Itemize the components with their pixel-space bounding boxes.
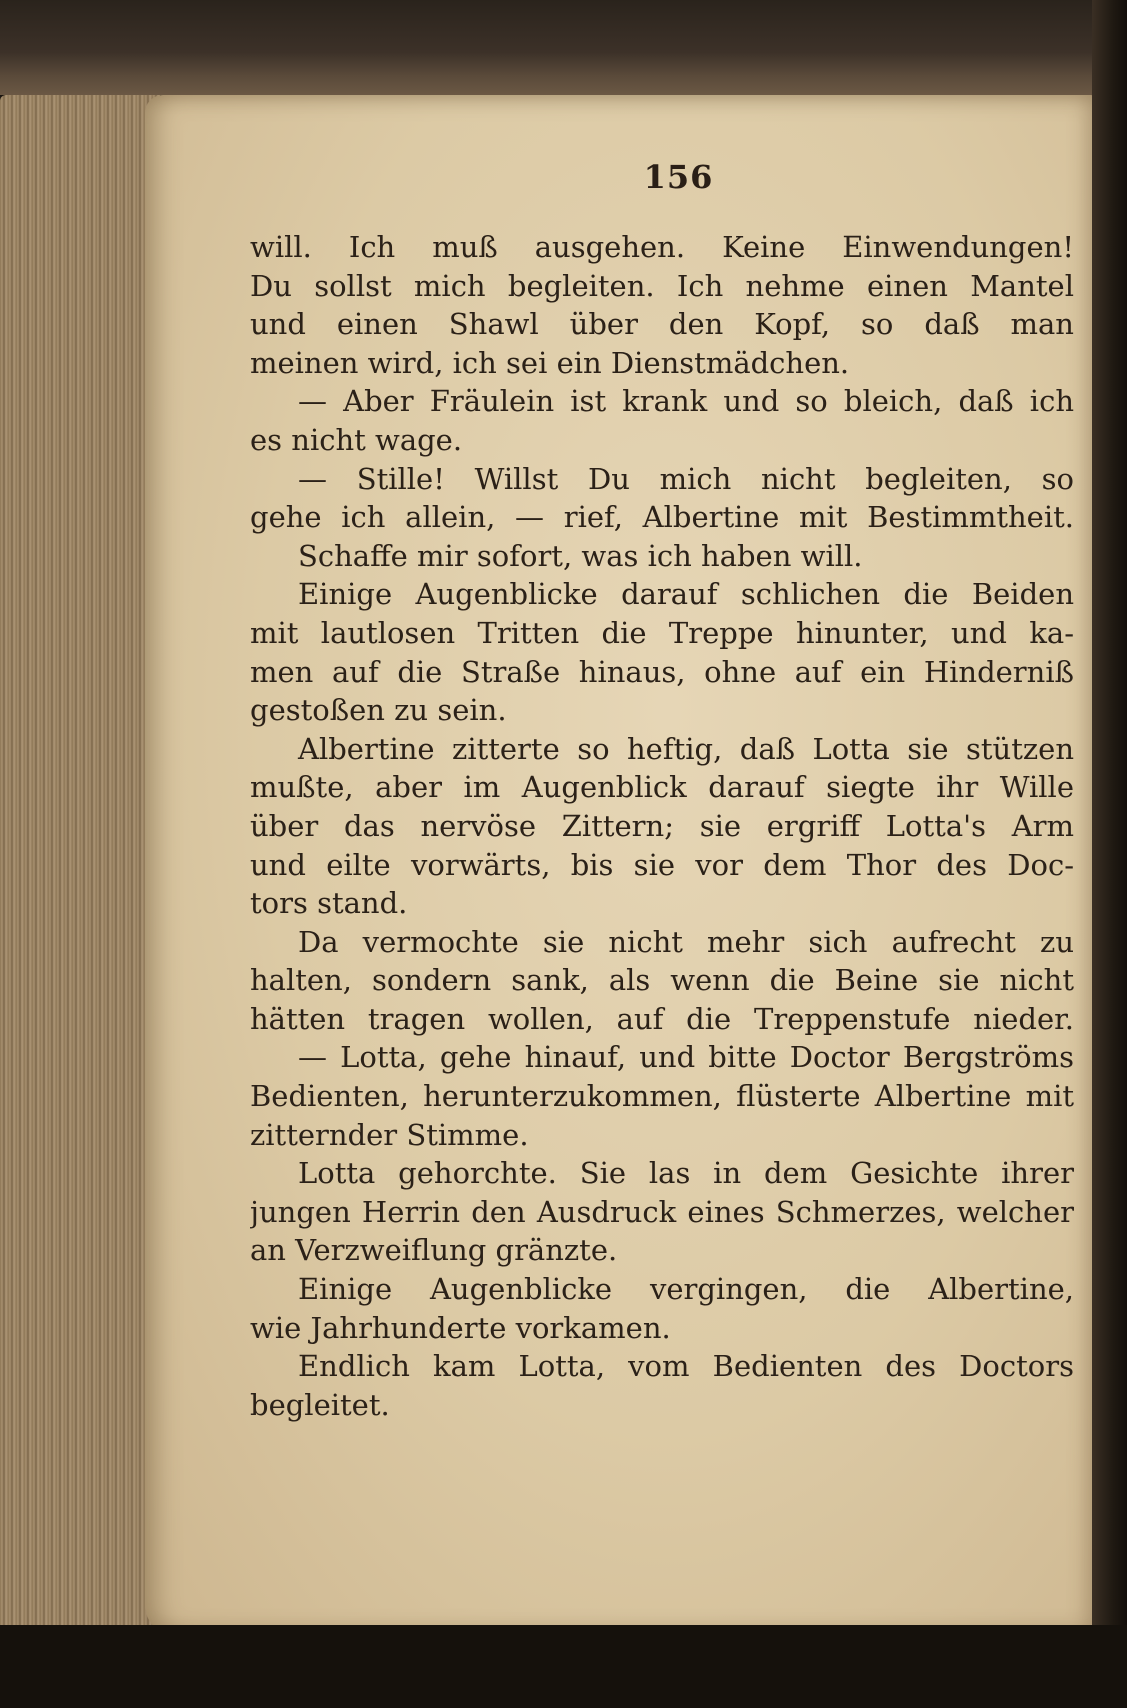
text-line: tors stand.: [250, 886, 408, 921]
text-line: hätten tragen wollen, auf die Treppenstufe nieder.: [250, 1001, 1074, 1036]
text-line: wie Jahrhunderte vorkamen.: [250, 1310, 671, 1345]
book-spine-top: [0, 0, 1127, 95]
text-line: — Stille! Willst Du mich nicht begleiten, so: [298, 461, 1074, 496]
text-line: Albertine zitterte so heftig, daß Lotta sie stützen: [298, 731, 1074, 766]
text-line: es nicht wage.: [250, 422, 463, 457]
text-line: Da vermochte sie nicht mehr sich aufrecht zu: [298, 924, 1074, 959]
text-line: mußte, aber im Augenblick darauf siegte ihr Wille: [250, 770, 1074, 805]
page-number: 156: [643, 158, 714, 196]
text-line: meinen wird, ich sei ein Dienstmädchen.: [250, 345, 850, 380]
text-line: — Lotta, gehe hinauf, und bitte Doctor Bergströms: [298, 1040, 1074, 1075]
text-line: mit lautlosen Tritten die Treppe hinunter, und ka-: [250, 615, 1074, 650]
text-line: an Verzweiflung gränzte.: [250, 1233, 618, 1268]
body-text: [250, 228, 1074, 1424]
text-line: Bedienten, herunterzukommen, flüsterte Albertine mit: [250, 1079, 1074, 1114]
text-line: Einige Augenblicke vergingen, die Albertine,: [298, 1272, 1074, 1307]
text-line: Schaffe mir sofort, was ich haben will.: [298, 538, 863, 573]
gutter-shadow: [1092, 0, 1127, 1708]
text-line: gehe ich allein, — rief, Albertine mit Bestimmtheit.: [250, 500, 1074, 535]
text-line: über das nervöse Zittern; sie ergriff Lotta's Arm: [250, 808, 1074, 843]
text-line: will. Ich muß ausgehen. Keine Einwendungen!: [250, 230, 1074, 264]
text-line: Endlich kam Lotta, vom Bedienten des Doctors: [298, 1349, 1074, 1384]
text-line: und eilte vorwärts, bis sie vor dem Thor des Doc-: [250, 847, 1074, 882]
text-line: und einen Shawl über den Kopf, so daß man: [250, 307, 1074, 342]
text-line: men auf die Straße hinaus, ohne auf ein Hinderniß: [250, 654, 1074, 689]
text-line: Du sollst mich begleiten. Ich nehme einen Mantel: [250, 268, 1074, 303]
text-line: jungen Herrin den Ausdruck eines Schmerzes, welcher: [250, 1194, 1074, 1229]
text-line: Einige Augenblicke darauf schlichen die Beiden: [298, 577, 1074, 612]
text-line: gestoßen zu sein.: [250, 693, 507, 728]
page-edges: [0, 95, 160, 1635]
text-line: begleitet.: [250, 1387, 390, 1422]
text-line: — Aber Fräulein ist krank und so bleich, daß ich: [298, 384, 1074, 419]
text-line: Lotta gehorchte. Sie las in dem Gesichte ihrer: [298, 1156, 1074, 1191]
text-line: halten, sondern sank, als wenn die Beine sie nicht: [250, 963, 1074, 998]
scan-background-bottom: [0, 1625, 1127, 1708]
text-line: zitternder Stimme.: [250, 1117, 529, 1152]
